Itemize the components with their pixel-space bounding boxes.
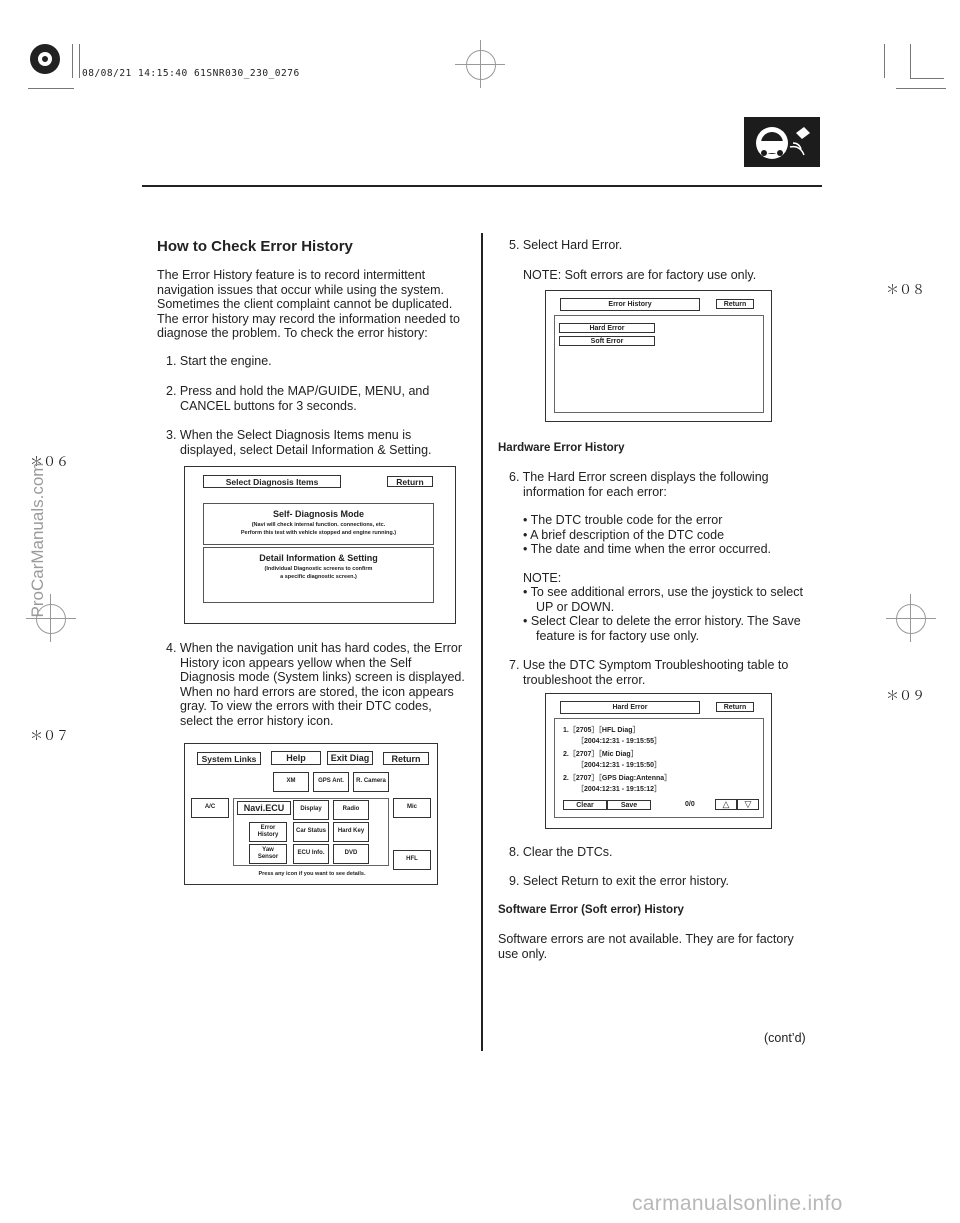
navi-ecu-button[interactable]: Navi.ECU — [237, 801, 291, 815]
page-marker: ＊０６ — [30, 454, 70, 469]
page-marker: ＊０９ — [886, 688, 926, 703]
error-history-title: Error History — [560, 298, 700, 311]
hard-error-button[interactable]: Hard Error — [559, 323, 655, 333]
software-error-heading: Software Error (Soft error) History — [498, 904, 684, 916]
select-diagnosis-title: Select Diagnosis Items — [203, 475, 341, 488]
return-button[interactable]: Return — [716, 299, 754, 309]
system-links-footer: Press any icon if you want to see details. — [258, 871, 366, 877]
crop-mark — [910, 44, 911, 78]
step-2: 2. Press and hold the MAP/GUIDE, MENU, and CANCEL buttons for 3 seconds. — [166, 384, 430, 413]
section-heading: How to Check Error History — [157, 238, 353, 255]
error-history-screen — [545, 290, 772, 422]
note-bullets: • To see additional errors, use the joystick to select UP or DOWN. • Select Clear to delete the error history. The Save feature is for factory use only. — [523, 585, 823, 643]
scroll-down-arrow-icon[interactable]: ▽ — [737, 799, 759, 810]
hardware-error-heading: Hardware Error History — [498, 442, 625, 454]
detail-information-setting-button[interactable]: Detail Information & Setting (Individual Diagnostic screens to confirm a specific diagnostic screen.) — [203, 547, 434, 603]
dvd-button[interactable]: DVD — [333, 844, 369, 864]
return-button[interactable]: Return — [383, 752, 429, 765]
gps-antenna-button[interactable]: GPS Ant. — [313, 772, 349, 792]
system-links-screen — [184, 743, 438, 885]
system-links-button[interactable]: System Links — [197, 752, 261, 765]
print-stamp: 08/08/21 14:15:40 61SNR030_230_0276 — [82, 68, 300, 79]
crop-mark — [28, 88, 74, 89]
step-6-bullets: • The DTC trouble code for the error • A brief description of the DTC code • The date and time when the error occurred. — [523, 513, 771, 557]
registration-target-icon — [42, 56, 48, 62]
error-entry[interactable]: 2.［2707］［Mic Diag］ ［2004:12:31 - 19:15:50］ — [563, 751, 662, 769]
error-entry[interactable]: 1.［2705］［HFL Diag］ ［2004:12:31 - 19:15:55］ — [563, 727, 662, 745]
note-5: NOTE: Soft errors are for factory use only. — [523, 268, 757, 282]
crosshair-icon — [886, 618, 936, 619]
note-label: NOTE: — [523, 571, 562, 585]
step-7: 7. Use the DTC Symptom Troubleshooting table to troubleshoot the error. — [509, 658, 789, 687]
return-button[interactable]: Return — [716, 702, 754, 712]
step-5: 5. Select Hard Error. — [509, 238, 623, 252]
select-diagnosis-screen — [184, 466, 456, 624]
rear-camera-button[interactable]: R. Camera — [353, 772, 389, 792]
column-divider — [481, 233, 483, 1051]
clear-button[interactable]: Clear — [563, 800, 607, 810]
continued-label: (cont’d) — [764, 1031, 806, 1045]
yaw-sensor-button[interactable]: Yaw Sensor — [249, 844, 287, 864]
step-3: 3. When the Select Diagnosis Items menu is displayed, select Detail Information & Setting. — [166, 428, 432, 457]
crosshair-icon — [455, 64, 505, 65]
page-marker: ＊０７ — [30, 728, 70, 743]
hard-key-button[interactable]: Hard Key — [333, 822, 369, 842]
crop-mark — [72, 44, 73, 78]
crop-mark — [896, 88, 946, 89]
radio-button[interactable]: Radio — [333, 800, 369, 820]
crop-mark — [884, 44, 885, 78]
error-history-list — [554, 315, 764, 413]
display-button[interactable]: Display — [293, 800, 329, 820]
hard-error-title: Hard Error — [560, 701, 700, 714]
error-history-button[interactable]: Error History — [249, 822, 287, 842]
watermark-side: ProCarManuals.com — [28, 462, 47, 618]
software-error-text: Software errors are not available. They are for factory use only. — [498, 932, 794, 961]
car-status-button[interactable]: Car Status — [293, 822, 329, 842]
return-button[interactable]: Return — [387, 476, 433, 487]
step-9: 9. Select Return to exit the error history. — [509, 874, 730, 888]
crosshair-icon — [896, 604, 926, 634]
self-diagnosis-mode-button[interactable]: Self- Diagnosis Mode (Navi will check internal function. connections, etc. Perform this test with vehicle stopped and engine running.) — [203, 503, 434, 545]
error-count: 0/0 — [685, 801, 695, 808]
help-button[interactable]: Help — [271, 751, 321, 765]
watermark-bottom: carmanualsonline.info — [632, 1192, 843, 1215]
exit-diag-button[interactable]: Exit Diag — [327, 751, 373, 765]
crosshair-icon — [466, 50, 496, 80]
step-1: 1. Start the engine. — [166, 354, 272, 368]
step-6: 6. The Hard Error screen displays the following information for each error: — [509, 470, 769, 499]
xm-button[interactable]: XM — [273, 772, 309, 792]
crop-mark — [79, 44, 80, 78]
ac-button[interactable]: A/C — [191, 798, 229, 818]
header-rule — [142, 185, 822, 187]
hard-error-list — [554, 718, 764, 818]
soft-error-button[interactable]: Soft Error — [559, 336, 655, 346]
intro-paragraph: The Error History feature is to record intermittent navigation issues that occur while using the system. Sometimes the client complaint cannot be duplicated. The error history may record the information needed to diagnose the problem. To check the error history: — [157, 268, 460, 341]
step-4: 4. When the navigation unit has hard codes, the Error History icon appears yellow when the Self Diagnosis mode (System links) screen is displayed. When no hard errors are stored, the icon appears gray. To view the errors with their DTC codes, select the error history icon. — [166, 641, 465, 728]
page-marker: ＊０８ — [886, 282, 926, 297]
error-entry[interactable]: 2.［2707］［GPS Diag:Antenna］ ［2004:12:31 - 19:15:12］ — [563, 775, 672, 793]
hard-error-screen — [545, 693, 772, 829]
save-button[interactable]: Save — [607, 800, 651, 810]
crop-mark — [910, 78, 944, 79]
scroll-up-arrow-icon[interactable]: △ — [715, 799, 737, 810]
mic-button[interactable]: Mic — [393, 798, 431, 818]
hfl-button[interactable]: HFL — [393, 850, 431, 870]
step-8: 8. Clear the DTCs. — [509, 845, 613, 859]
navigation-section-icon — [744, 117, 820, 167]
ecu-info-button[interactable]: ECU Info. — [293, 844, 329, 864]
